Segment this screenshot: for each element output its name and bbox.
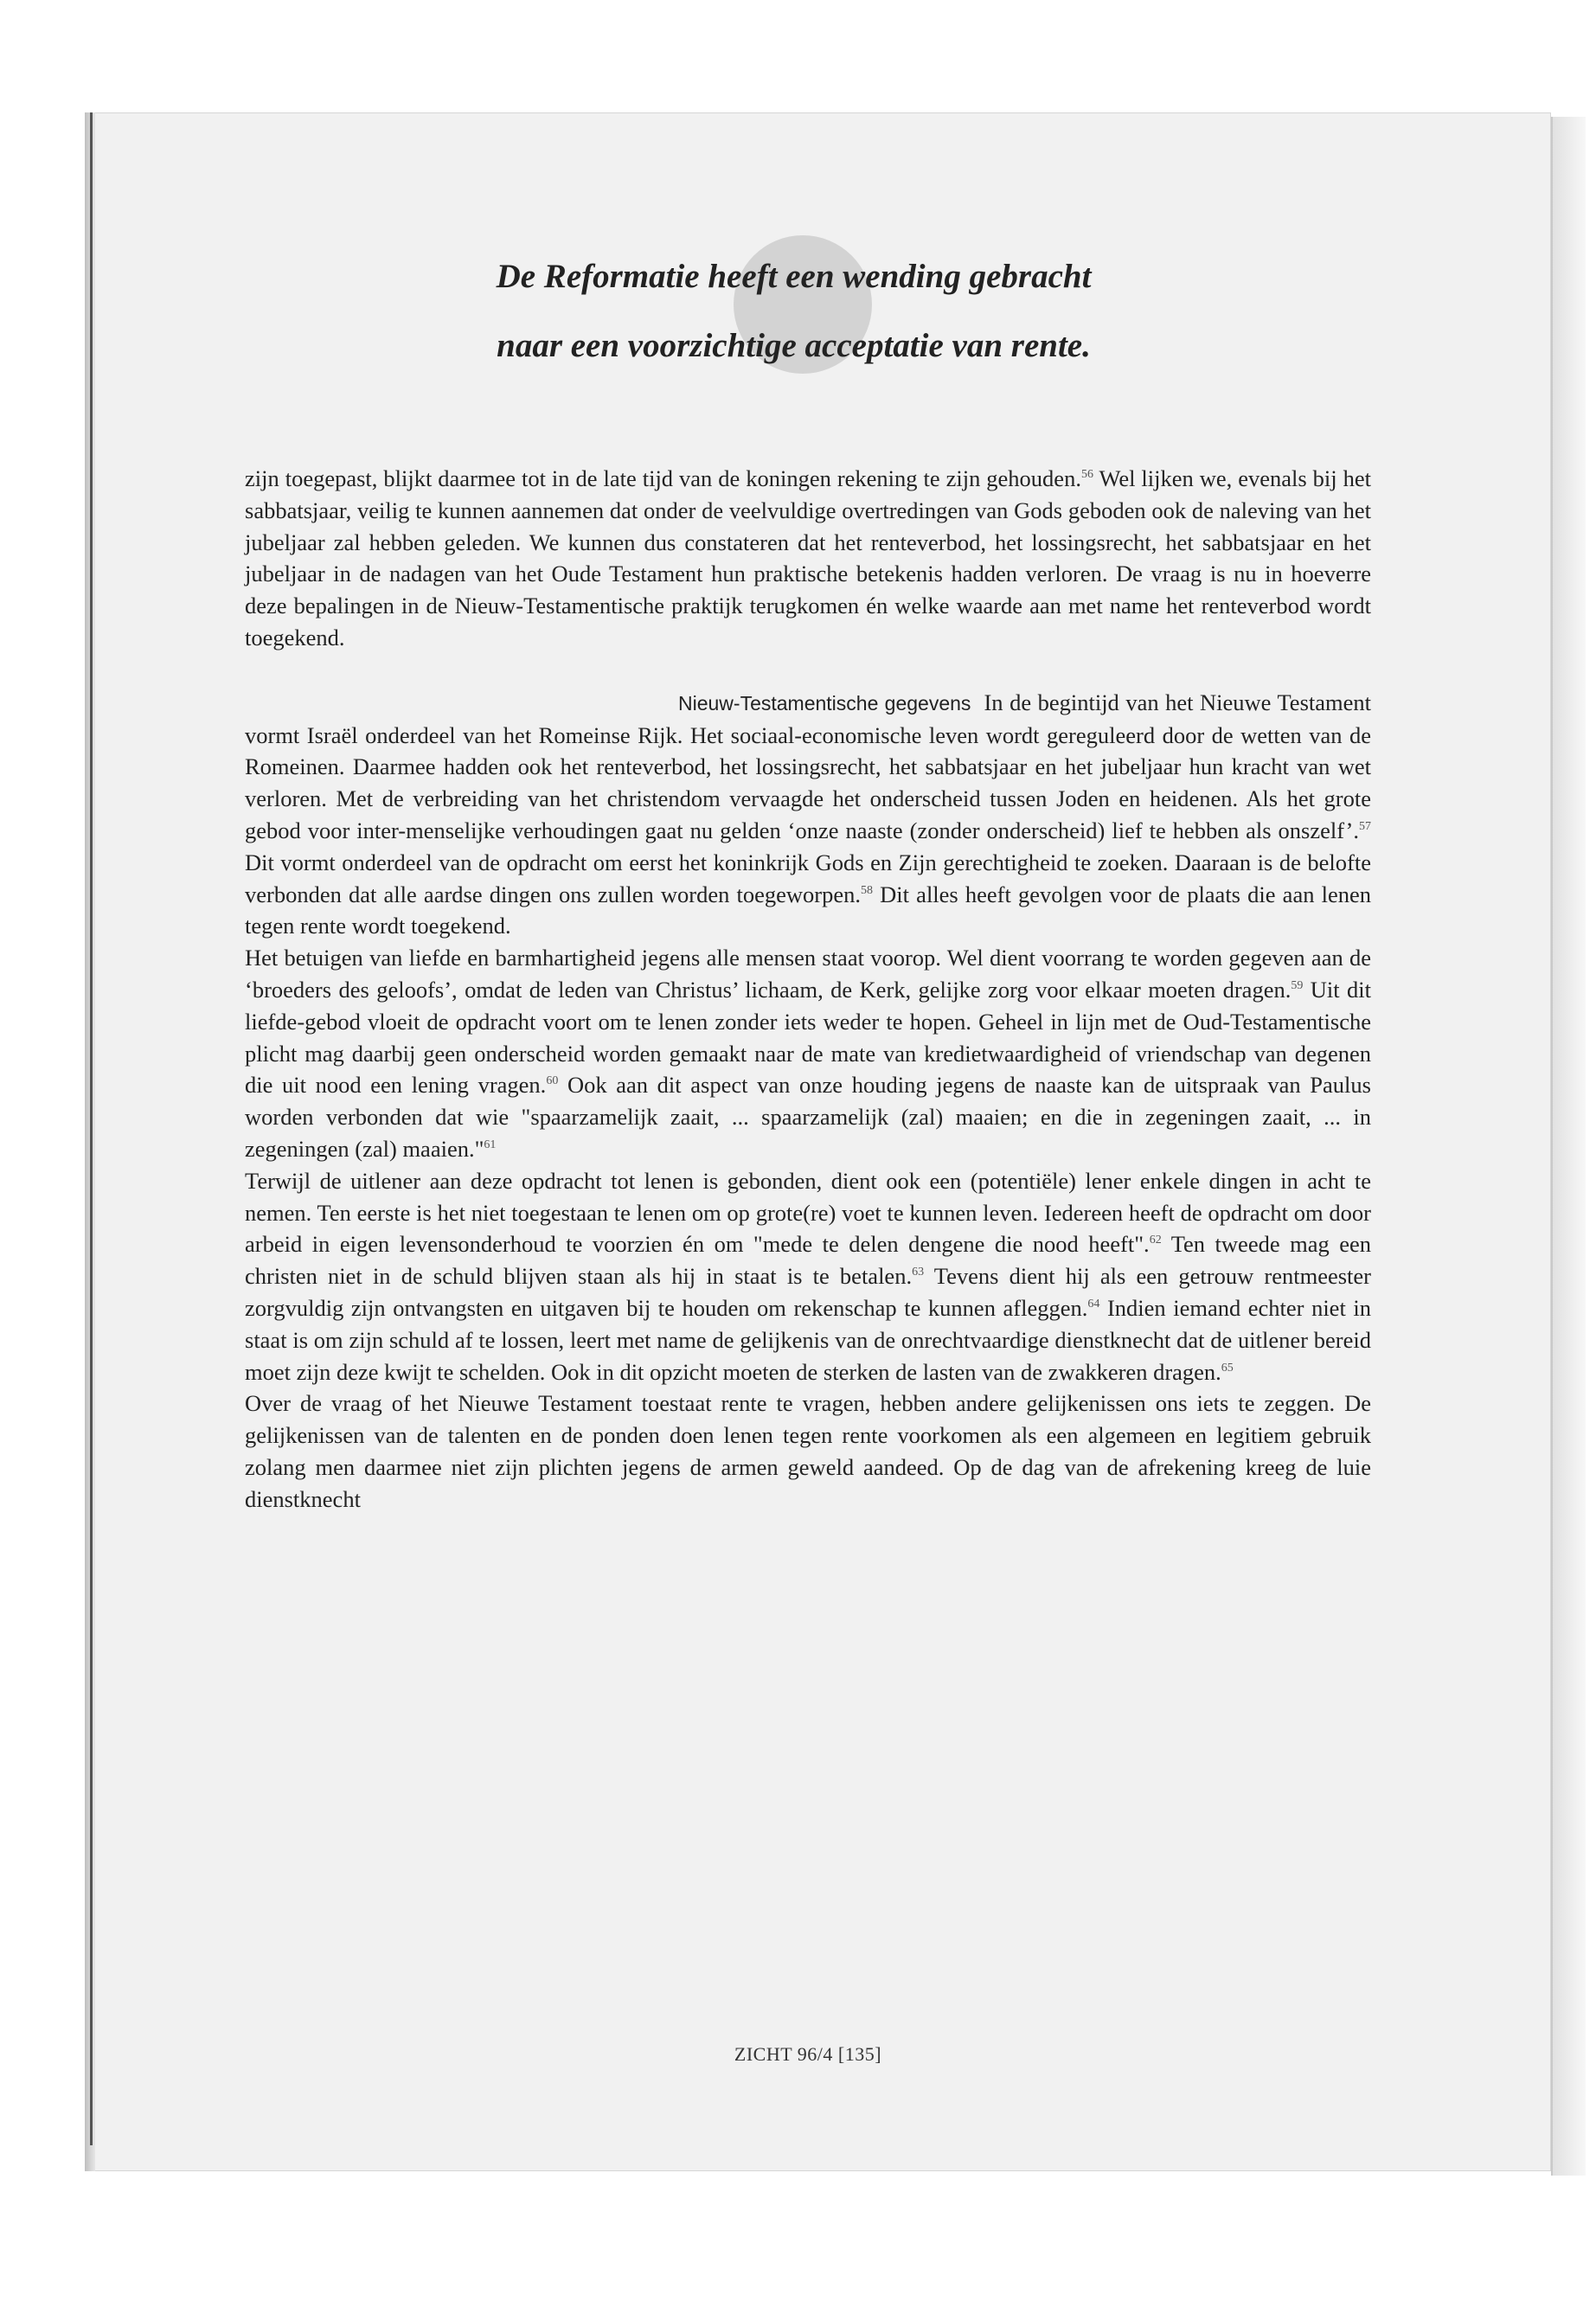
paragraph-5 bbox=[245, 1388, 1371, 1515]
footnote-ref: 56 bbox=[1080, 468, 1093, 482]
paragraph-1 bbox=[245, 463, 1371, 654]
text: Wel lijken we, evenals bij het sabbatsjaar, veilig te kunnen aannemen dat onder de veelvuldige overtredingen van Gods geboden ook de naleving van het jubeljaar zal hebben geleden. We kunnen dus constateren dat het renteverbod, het lossingsrecht, het sabbatsjaar en het jubeljaar in de nadagen van het Oude Testament hun praktische betekenis hadden verloren. De vraag is nu in hoeverre deze bepalingen in de Nieuw-Testamentische praktijk terugkomen én welke waarde aan met name het renteverbod wordt toegekend. bbox=[245, 465, 1371, 651]
section-subheading: Nieuw-Testamentische gegevens bbox=[678, 691, 971, 715]
footnote-ref: 59 bbox=[1291, 979, 1304, 993]
pull-quote-line-2: naar een voorzichtige acceptatie van rente. bbox=[497, 327, 1091, 364]
footnote-ref: 58 bbox=[861, 883, 874, 897]
text: Ten tweede mag een christen niet in de schuld blijven staan als hij in staat is te betalen. bbox=[245, 1231, 1371, 1290]
pull-quote bbox=[216, 242, 1371, 381]
text: In de begintijd van het Nieuwe Testament vormt Israël onderdeel van het Romeinse Rijk. Het sociaal-economische leven wordt gereguleerd door de wetten van de Romeinen. Daarmee hadden ook het renteverbod, het lossingsrecht, het sabbatsjaar en het jubeljaar hun kracht van wet verloren. Met de verbreiding van het christendom vervaagde het onderscheid tussen Joden en heidenen. Als het grote gebod voor inter-menselijke verhoudingen gaat nu gelden ‘onze naaste (zonder onderscheid) lief te hebben als onszelf’. bbox=[245, 689, 1377, 843]
footnote-ref: 60 bbox=[546, 1074, 559, 1088]
text: Tevens dient hij als een getrouw rentmeester zorgvuldig zijn ontvangsten en uitgaven bij te houden om rekenschap te kunnen afleggen. bbox=[245, 1263, 1371, 1321]
text: Ook aan dit aspect van onze houding jegens de naaste kan de uitspraak van Paulus worden verbonden dat wie "spaarzamelijk zaait, ... spaarzamelijk (zal) maaien; en die in zegeningen zaait, ... in zegeningen (zal) maaien." bbox=[245, 1072, 1371, 1162]
page-footer: ZICHT 96/4 [135] bbox=[734, 2043, 882, 2065]
footnote-ref: 62 bbox=[1149, 1234, 1162, 1247]
page-stack-edge bbox=[1551, 117, 1586, 2176]
footnote-ref: 65 bbox=[1221, 1361, 1234, 1375]
paragraph-3 bbox=[245, 942, 1371, 1165]
text: Indien iemand echter niet in staat is om zijn schuld af te lossen, leert met name de gelijkenis van de onrechtvaardige dienstknecht dat de uitlener bereid moet zijn deze kwijt te schelden. Ook in dit opzicht moeten de sterken de lasten van de zwakkeren dragen. bbox=[245, 1294, 1371, 1385]
text: Het betuigen van liefde en barmhartigheid jegens alle mensen staat voorop. Wel dient voorrang te worden gegeven aan de ‘broeders des geloofs’, omdat de leden van Christus’ lichaam, de Kerk, gelijke zorg voor elkaar moeten dragen. bbox=[245, 945, 1371, 1003]
spine-line bbox=[90, 112, 93, 2145]
text: Over de vraag of het Nieuwe Testament toestaat rente te vragen, hebben andere gelijkenissen ons iets te zeggen. De gelijkenissen van de talenten en de ponden doen lenen tegen rente voorkomen als een algemeen en legitiem gebruik zolang men daarmee niet zijn plichten jegens de armen geweld aandeed. Op de dag van de afrekening kreeg de luie dienstknecht bbox=[245, 1390, 1371, 1512]
paragraph-4 bbox=[245, 1165, 1371, 1388]
article-body bbox=[245, 463, 1377, 1516]
footnote-ref: 61 bbox=[484, 1138, 497, 1152]
pull-quote-line-1: De Reformatie heeft een wending gebracht bbox=[496, 258, 1092, 295]
paragraph-2 bbox=[245, 687, 1377, 942]
text: Terwijl de uitlener aan deze opdracht tot lenen is gebonden, dient ook een (potentiële) lener enkele dingen in acht te nemen. Ten eerste is het niet toegestaan te lenen om op grote(re) voet te kunnen leven. Iedereen heeft de opdracht om door arbeid in eigen levensonderhoud te voorzien én om "mede te delen dengene die nood heeft". bbox=[245, 1167, 1371, 1258]
footnote-ref: 57 bbox=[1359, 820, 1371, 834]
footnote-ref: 64 bbox=[1087, 1298, 1100, 1311]
footnote-ref: 63 bbox=[912, 1266, 925, 1279]
text: Uit dit liefde-gebod vloeit de opdracht voort om te lenen zonder iets weder te hopen. Geheel in lijn met de Oud-Testamentische plicht mag daarbij geen onderscheid worden gemaakt naar de mate van kredietwaardigheid of vriendschap van degenen die uit nood een lening vragen. bbox=[245, 976, 1371, 1099]
text: Dit vormt onderdeel van de opdracht om eerst het koninkrijk Gods en Zijn gerechtigheid te zoeken. Daaraan is de belofte verbonden dat alle aardse dingen ons zullen worden toegeworpen. bbox=[245, 849, 1371, 907]
text: zijn toegepast, blijkt daarmee tot in de late tijd van de koningen rekening te zijn gehouden. bbox=[245, 465, 1081, 491]
text: Dit alles heeft gevolgen voor de plaats die aan lenen tegen rente wordt toegekend. bbox=[245, 881, 1371, 939]
